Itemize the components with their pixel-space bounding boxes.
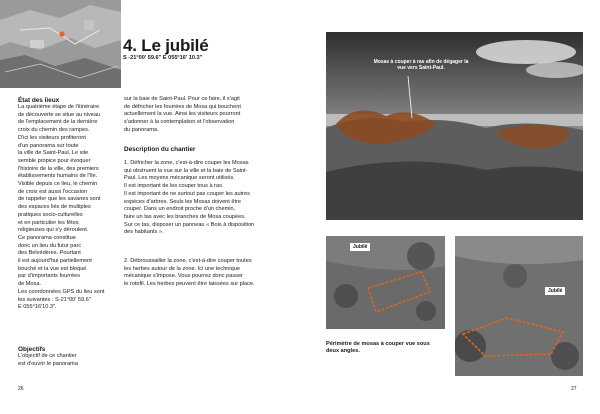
text-line: des espaces liés de multiples <box>18 204 91 211</box>
text-line: Il est important de les couper tous à ras. <box>124 183 224 190</box>
page-number-left: 26 <box>18 386 24 392</box>
text-line: Ce panorama constitue <box>18 234 76 241</box>
text-line: le rotofil. Les herbes peuvent être laissées sur place. <box>124 281 255 288</box>
text-line: la ville de Saint-Paul. Le site <box>18 150 89 157</box>
site-photo-right <box>455 236 583 376</box>
text-line: couper. Dans un endroit proche d'un chemin, <box>124 206 236 213</box>
text-line: faire un tas avec les branches de Mosa coupées. <box>124 213 246 220</box>
text-line: semble propice pour évoquer <box>18 157 91 164</box>
text-line: l'histoire de la ville, des premiers <box>18 165 99 172</box>
text-line: Visible depuis ce lieu, le chemin <box>18 181 98 188</box>
etat-des-lieux-heading: État des lieux <box>18 97 60 104</box>
text-line: qui obstruent la vue sur la ville et la baie de Saint- <box>124 167 248 174</box>
text-line: espèces d'arbres. Seuls les Mosas doivent être <box>124 198 242 205</box>
top-photo-label: Mosas à couper à ras afin de dégager la vue vers Saint-Paul. <box>373 59 469 71</box>
caption-line: Périmètre de mosas à couper vue sous <box>326 341 430 347</box>
text-line: E 055°16'10.3". <box>18 304 57 311</box>
jubile-label-right: Jubilé <box>545 287 565 295</box>
text-line: est d'ouvrir le panorama <box>18 360 78 367</box>
text-line: Il est important de ne surtout pas couper les autres <box>124 190 250 197</box>
text-line: 1. Défricher la zone, c'est-à-dire couper les Mosas <box>124 160 249 166</box>
objectifs-heading: Objectifs <box>18 346 46 353</box>
text-line: de rappeler que les savanes sont <box>18 196 101 203</box>
text-line: des Belvédères. Pourtant <box>18 250 81 257</box>
text-line: de Mosa. <box>18 281 42 288</box>
intro-text <box>124 96 294 135</box>
text-line: les herbes autour de la zone. Ici une technique <box>124 265 240 272</box>
text-line: établissements humains de l'île. <box>18 173 98 180</box>
text-line: 2. Débroussailler la zone, c'est-à-dire couper toutes <box>124 258 252 264</box>
site-photo-left <box>326 236 445 329</box>
text-line: d'un panorama sur toute <box>18 142 79 149</box>
aerial-map-image <box>0 0 121 88</box>
text-line: s'adonner à la contemplation et l'observation <box>124 119 235 126</box>
photo-caption <box>326 341 446 356</box>
text-line: religieuses qui s'y déroulent. <box>18 227 89 234</box>
text-line: mécanique s'impose. Vous pourrez donc passer <box>124 273 243 280</box>
text-line: par d'importants fourrées <box>18 273 81 280</box>
text-line: L'objectif de ce chantier <box>18 353 77 359</box>
caption-line: deux angles. <box>326 348 360 355</box>
site-photo-left-graphic <box>326 236 445 329</box>
text-line: les suivantes : S-21°00' 59.6" <box>18 296 91 303</box>
site-photo-right-graphic <box>455 236 583 376</box>
step2-text <box>124 258 294 289</box>
text-line: de croix est aussi l'occasion <box>18 188 88 195</box>
gps-coordinates: S -21°00' 59.6" E 055°16' 10.3" <box>123 55 203 61</box>
etat-des-lieux-text <box>18 104 118 312</box>
text-line: et en particulier les fêtes <box>18 219 79 226</box>
text-line: donc un lieu du futur parc <box>18 242 82 249</box>
text-line: pratiques socio-culturelles <box>18 211 83 218</box>
description-heading: Description du chantier <box>124 146 196 153</box>
text-line: de l'emplacement de la dernière <box>18 119 98 126</box>
text-line: croix du chemin des rampes. <box>18 127 90 134</box>
text-line: sur la baie de Saint-Paul. Pour ce faire, il s'agit <box>124 96 240 102</box>
text-line: Paul. Les moyens mécanique seront utilisés. <box>124 175 235 182</box>
objectifs-text <box>18 353 118 368</box>
text-line: actuellement la vue. Ainsi les visiteurs pourront <box>124 111 241 118</box>
page-number-right: 27 <box>571 386 577 392</box>
text-line: de défricher les fourrées de Mosa qui bouchent <box>124 103 241 110</box>
text-line: de découverte se situe au niveau <box>18 111 101 118</box>
aerial-map-graphic <box>0 0 121 88</box>
text-line: La quatrième étape de l'itinéraire <box>18 104 100 110</box>
text-line: du panorama. <box>124 126 159 133</box>
step1-text <box>124 160 294 237</box>
text-line: Les coordonnées GPS du lieu sont <box>18 288 105 295</box>
page-title: 4. Le jubilé <box>123 36 209 55</box>
text-line: bouché et la vue est bloqué <box>18 265 87 272</box>
text-line: D'ici les visiteurs profiteront <box>18 134 86 141</box>
text-line: il est aujourd'hui partiellement <box>18 258 92 265</box>
text-line: Sur ce tas, disposer un panneau « Bois à disposition <box>124 221 255 228</box>
jubile-label-left: Jubilé <box>350 243 370 251</box>
text-line: des habitants ». <box>124 229 164 236</box>
